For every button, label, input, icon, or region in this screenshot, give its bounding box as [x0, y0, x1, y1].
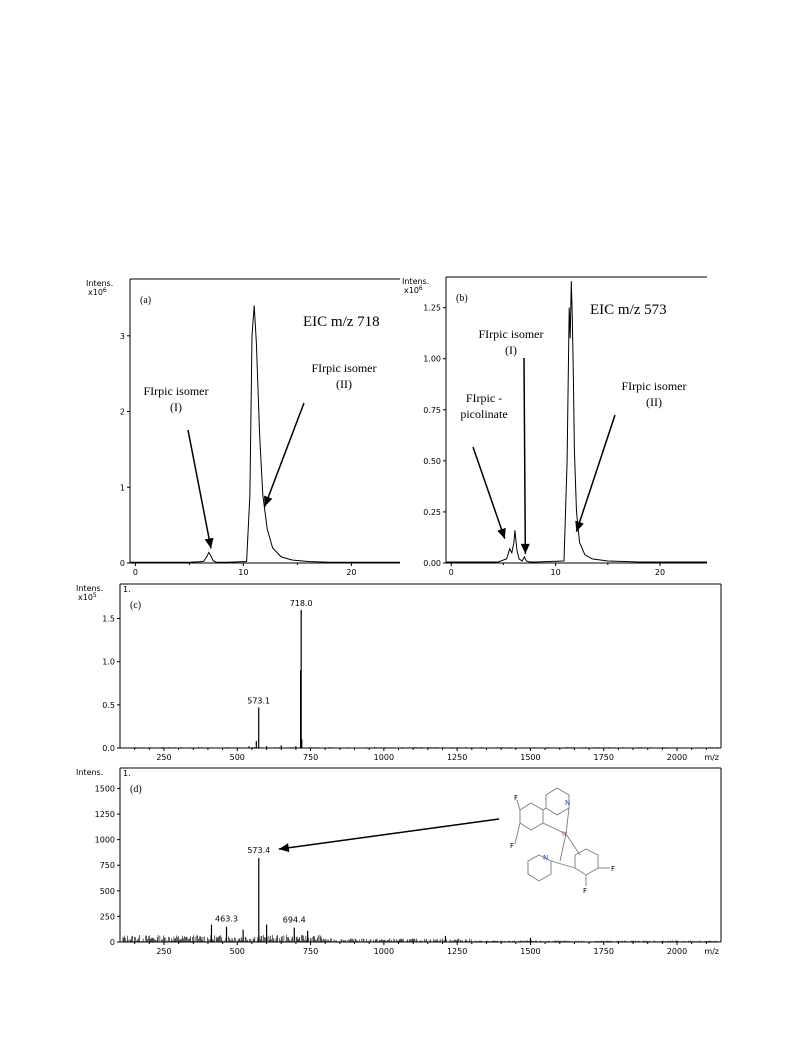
x-tick-label: 1000	[373, 753, 395, 762]
annotation-isomer-i-line2: (I)	[505, 343, 517, 357]
annotation-picolinate-line1: FIrpic -	[465, 391, 503, 405]
y-tick-label: 1.5	[102, 614, 115, 624]
x-tick-label: 1250	[446, 753, 468, 762]
annotation-picolinate-line2: picolinate	[460, 407, 508, 421]
y-tick-label: 1.25	[423, 303, 441, 313]
x-tick-label: 1500	[520, 753, 541, 762]
y-tick-label: 1.0	[102, 657, 115, 667]
x-tick-label: 250	[156, 947, 172, 956]
x-tick-label: 750	[302, 947, 319, 956]
panel-d-mass-spectrum	[76, 768, 721, 956]
y-tick-label: 1250	[94, 810, 115, 820]
arrow-isomer-i-head	[205, 538, 214, 549]
arrow-structure-to-peak-shaft	[279, 819, 499, 849]
y-tick-label: 1.00	[423, 354, 441, 364]
annotation-isomer-ii-line1: FIrpic isomer	[621, 379, 687, 393]
chart-title: EIC m/z 718	[303, 314, 380, 330]
y-axis-label: Intens.	[402, 277, 430, 286]
svg-text:F: F	[583, 887, 588, 895]
y-tick-label: 3	[119, 331, 125, 341]
panel-label: (d)	[130, 784, 142, 795]
x-tick-label: 2000	[666, 947, 688, 956]
x-axis-label: m/z	[704, 947, 719, 956]
annotation-isomer-ii-line2: (II)	[646, 395, 662, 409]
x-tick-label: 2000	[666, 753, 688, 762]
peak-label: 718.0	[289, 598, 313, 608]
x-tick-label: 10	[238, 568, 249, 577]
x-tick-label: 1750	[593, 947, 614, 956]
panel-a-eic-718	[86, 279, 400, 577]
arrow-isomer-ii-head	[575, 521, 584, 532]
panel-label: (b)	[456, 293, 468, 304]
panel-b-eic-573	[402, 277, 707, 577]
y-tick-label: 0.00	[423, 559, 441, 568]
eic-trace-573	[446, 281, 707, 562]
x-tick-label: 500	[229, 947, 245, 956]
structure-atom-labels	[510, 794, 615, 895]
x-tick-label: 10	[550, 568, 561, 577]
corner-label: 1.	[123, 585, 131, 594]
x-tick-label: 20	[346, 568, 357, 577]
x-tick-label: 500	[229, 753, 245, 762]
y-scale-multiplier: $x10^6$	[404, 285, 423, 295]
svg-text:F: F	[510, 842, 515, 850]
x-tick-label: 1250	[446, 947, 468, 956]
chart-title: EIC m/z 573	[590, 302, 667, 318]
y-tick-label: 0.0	[102, 744, 115, 753]
x-tick-label: 1500	[520, 947, 541, 956]
svg-text:N: N	[565, 799, 571, 807]
arrow-picolinate-head	[497, 528, 506, 539]
y-tick-label: 0.25	[423, 507, 441, 517]
y-tick-label: 0	[109, 938, 115, 947]
y-axis-label: Intens.	[76, 768, 104, 777]
arrow-isomer-ii-shaft	[265, 403, 304, 507]
y-scale-multiplier: $x10^6$	[88, 287, 107, 297]
peak-label: 463.3	[215, 914, 238, 924]
arrow-isomer-ii-head	[264, 496, 272, 507]
svg-text:Ir: Ir	[562, 830, 567, 838]
peak-label: 573.1	[247, 696, 271, 706]
y-tick-label: 750	[99, 861, 115, 871]
y-axis-label: Intens.	[86, 279, 114, 288]
y-tick-label: 0.5	[102, 700, 115, 710]
y-tick-label: 0	[119, 559, 125, 568]
panel-label: (c)	[130, 600, 142, 611]
annotation-isomer-ii-line2: (II)	[336, 377, 352, 391]
y-axis-label: Intens.	[76, 584, 104, 593]
x-tick-label: 20	[654, 568, 666, 577]
svg-text:F: F	[514, 794, 519, 802]
arrow-isomer-ii-shaft	[576, 415, 615, 532]
y-tick-label: 1500	[94, 784, 115, 794]
y-tick-label: 1	[119, 483, 125, 493]
x-tick-label: 1000	[373, 947, 395, 956]
x-axis-label: m/z	[704, 753, 719, 762]
fluorophenyl-ring-bottom	[575, 849, 598, 875]
panel-label: (a)	[140, 295, 152, 306]
x-tick-label: 1750	[593, 753, 614, 762]
peak-label: 573.4	[247, 846, 271, 856]
y-tick-label: 2	[119, 407, 125, 417]
arrow-isomer-i-shaft	[524, 358, 525, 554]
y-tick-label: 250	[99, 912, 115, 922]
arrow-isomer-i-shaft	[188, 430, 211, 548]
corner-label: 1.	[123, 769, 131, 778]
x-tick-label: 0	[132, 568, 138, 577]
y-scale-multiplier: $x10^5$	[78, 592, 97, 602]
panel-c-mass-spectrum	[76, 584, 721, 762]
svg-text:N: N	[543, 854, 549, 862]
peak-label: 694.4	[282, 915, 306, 925]
y-tick-label: 0.50	[423, 456, 441, 466]
y-tick-label: 1000	[94, 835, 115, 845]
arrow-picolinate-shaft	[473, 447, 505, 539]
arrow-isomer-i-head	[521, 544, 530, 554]
x-tick-label: 250	[156, 753, 172, 762]
y-tick-label: 0.75	[423, 405, 441, 415]
annotation-isomer-i-line1: FIrpic isomer	[143, 384, 209, 398]
x-tick-label: 750	[302, 753, 319, 762]
annotation-isomer-i-line1: FIrpic isomer	[478, 327, 544, 341]
x-tick-label: 0	[448, 568, 454, 577]
annotation-isomer-i-line2: (I)	[170, 400, 182, 414]
fluorophenyl-ring-top	[520, 803, 543, 830]
arrow-structure-to-peak-head	[279, 843, 290, 852]
annotation-isomer-ii-line1: FIrpic isomer	[311, 361, 377, 375]
y-tick-label: 500	[99, 886, 115, 896]
eic-trace-718	[130, 306, 400, 563]
svg-text:F: F	[611, 865, 616, 873]
